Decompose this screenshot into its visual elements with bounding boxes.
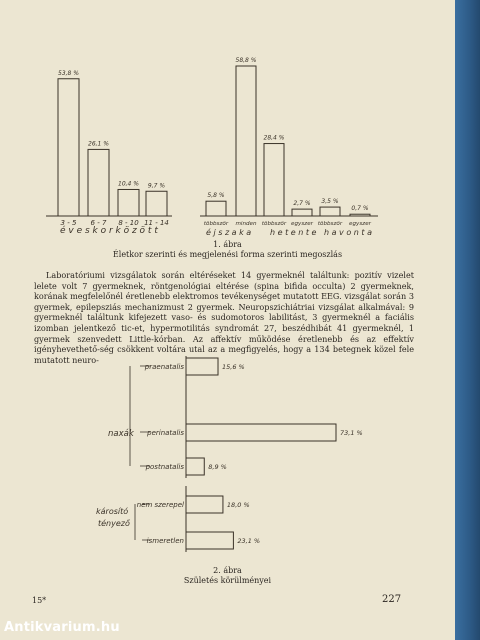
chart2-category-label: perinatalis (147, 429, 184, 437)
chart1-value-label: 10,4 % (118, 180, 139, 188)
figure1-caption: Életkor szerinti és megjelenési forma szerinti megoszlás (112, 250, 343, 259)
chart1-value-label: 9,7 % (147, 182, 166, 190)
chart1-value-label: 53,8 % (58, 69, 79, 77)
chart1-value-label: 26,1 % (88, 140, 109, 148)
chart2 (96, 356, 363, 552)
chart2-category-label: postnatalis (145, 463, 184, 471)
chart2-value-label: 73,1 % (340, 429, 363, 437)
chart1-category-label: többször (261, 221, 287, 227)
chart1-bar (350, 214, 370, 216)
chart2-value-label: 15,6 % (222, 363, 245, 371)
chart2-category-label: praenatalis (144, 363, 184, 371)
chart1-right-group-label-3: h a v o n t a (324, 228, 372, 237)
figure2-number: 2. ábra (213, 566, 242, 575)
chart1-bar (146, 191, 167, 216)
chart1-bar (206, 201, 226, 216)
page-number: 227 (382, 594, 402, 605)
chart2-group-label: naxák (108, 429, 134, 439)
chart2-category-label: ismeretlen (146, 537, 184, 545)
chart2-bar (186, 532, 233, 549)
chart1-bar (236, 66, 256, 216)
chart1-category-label: többször (317, 221, 343, 227)
chart1-value-label: 3,5 % (321, 198, 339, 206)
chart1-value-label: 58,8 % (235, 57, 257, 64)
chart1-bar (118, 189, 139, 216)
chart2-category-label: nem szerepel (136, 501, 184, 509)
chart1-category-label: 8 - 10 (118, 219, 139, 227)
chart1-bar (320, 207, 340, 216)
chart1-bar (264, 144, 284, 216)
chart1-category-label: minden (235, 221, 257, 227)
chart1-left-group (46, 70, 172, 236)
chart2-bar (186, 424, 336, 441)
chart2-value-label: 8,9 % (208, 463, 227, 471)
figure2-caption: Születés körülményei (183, 576, 272, 585)
chart1-bar (292, 209, 312, 216)
chart2-bar (186, 496, 223, 513)
chart1-category-label: egyszer (291, 221, 313, 227)
chart1-right-group-label-1: é j s z a k a (206, 228, 252, 237)
chart2-bracket-1 (130, 366, 150, 466)
chart2-bar (186, 458, 204, 475)
chart1-category-label: egyszer (349, 221, 371, 227)
paragraph: Laboratóriumi vizsgálatok során eltéréseket 14 gyermeknél találtunk: pozitív vizelet lelete volt 7 gyermeknek, röntgenológiai eltérése (spina bifida occulta) 2 gyermeknek, korának megfelelőnél éretlenebb elektromos tevékenységet mutatott EEG. vizsgálat során 3 gyermek, epilepsziás mechanizmust 2 gyermek. Neuropszichiátriai vizsgálat alkalmával: 9 gyermeknél találtunk kifejezett vaso- és sudomotoros labilitást, 3 gyermeknél a faciális izomban jelentkező tic-et, hypermotilitás syndromát 27, beszédhibát 41 gyermeknél, 1 gyermek szenvedett Little-kórban. Az affektív működése éretlenebb és az effektív igényhevethető-ség csökkent voltára utal az a megfigyelés, hogy a 134 betegnek közel fele mutatott neuro- (34, 270, 414, 365)
chart1-category-label: 6 - 7 (90, 219, 107, 227)
chart1-value-label: 28,4 % (263, 134, 285, 142)
chart2-group2-label-2: tényező (98, 519, 130, 528)
chart1-right-group (200, 57, 378, 237)
chart2-bracket-2 (135, 504, 150, 540)
chart2-value-label: 23,1 % (237, 537, 261, 545)
chart1-category-label: 3 - 5 (60, 219, 77, 227)
chart1-right-group-label-2: h e t e n t e (270, 228, 317, 237)
chart1-category-label: 11 - 14 (144, 219, 169, 227)
chart2-group2-label-1: károsító (96, 507, 129, 516)
signature-mark: 15* (32, 596, 47, 605)
book-cover-edge (455, 0, 480, 640)
chart2-value-label: 18,0 % (226, 501, 250, 509)
chart1-bar (88, 149, 109, 216)
body-text (34, 270, 414, 365)
chart1-left-group-label: é v e s k o r k ö z ö t t (60, 226, 158, 236)
figure1-number: 1. ábra (213, 240, 242, 249)
chart1-value-label: 0,7 % (351, 205, 369, 213)
chart1-bar (58, 79, 79, 216)
chart1-value-label: 2,7 % (293, 200, 311, 208)
chart1-value-label: 5,8 % (207, 192, 225, 200)
chart1-category-label: többször (203, 221, 229, 227)
watermark: Antikvarium.hu (4, 620, 120, 635)
